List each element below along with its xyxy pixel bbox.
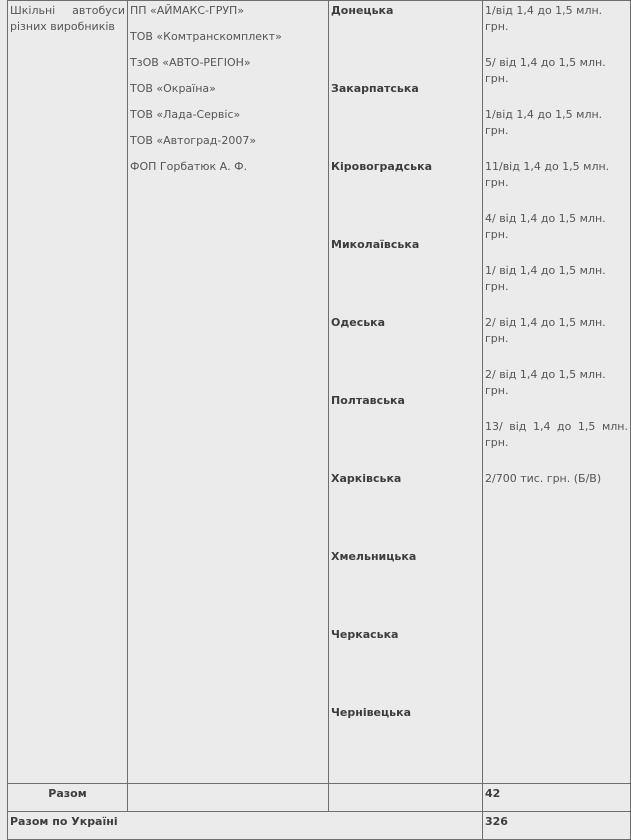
sum-label: Разом <box>8 784 128 812</box>
region-name: Харківська <box>331 472 402 485</box>
region-name: Одеська <box>331 316 386 329</box>
price-entry: 4/ від 1,4 до 1,5 млн. грн. <box>485 212 606 241</box>
price-entry: 1/від 1,4 до 1,5 млн. грн. <box>485 4 603 33</box>
supplier-name: ТОВ «Окраїна» <box>130 82 216 95</box>
empty-cell <box>128 784 329 812</box>
product-name-line: різних виробників <box>10 20 115 33</box>
sum-value: 42 <box>483 784 631 812</box>
price-entry: 13/ від 1,4 до 1,5 млн. грн. <box>485 420 628 449</box>
suppliers-cell <box>128 1 329 784</box>
price-entry: 2/ від 1,4 до 1,5 млн. грн. <box>485 316 606 345</box>
procurement-table <box>7 0 631 840</box>
total-value: 326 <box>483 812 631 840</box>
empty-cell <box>329 784 483 812</box>
price-entry: 2/700 тис. грн. (Б/В) <box>485 472 602 485</box>
region-name: Донецька <box>331 4 394 17</box>
total-label: Разом по Україні <box>8 812 483 840</box>
region-name: Закарпатська <box>331 82 419 95</box>
regions-cell <box>329 1 483 784</box>
region-name: Чернівецька <box>331 706 412 719</box>
supplier-name: ТОВ «Лада-Сервіс» <box>130 108 241 121</box>
product-name-line: Шкільні автобуси <box>10 4 125 17</box>
price-entry: 11/від 1,4 до 1,5 млн. грн. <box>485 160 610 189</box>
region-name: Хмельницька <box>331 550 417 563</box>
table-row <box>8 784 631 812</box>
supplier-name: ФОП Горбатюк А. Ф. <box>130 160 248 173</box>
region-name: Полтавська <box>331 394 405 407</box>
region-name: Черкаська <box>331 628 399 641</box>
region-name: Кіровоградська <box>331 160 433 173</box>
supplier-name: ТОВ «Комтранскомплект» <box>130 30 282 43</box>
price-entry: 5/ від 1,4 до 1,5 млн. грн. <box>485 56 606 85</box>
supplier-name: ТОВ «Автоград-2007» <box>130 134 257 147</box>
price-entry: 1/ від 1,4 до 1,5 млн. грн. <box>485 264 606 293</box>
product-cell <box>8 1 128 784</box>
table-row <box>8 1 631 784</box>
price-entry: 2/ від 1,4 до 1,5 млн. грн. <box>485 368 606 397</box>
price-entry: 1/від 1,4 до 1,5 млн. грн. <box>485 108 603 137</box>
table-row <box>8 812 631 840</box>
prices-cell <box>483 1 631 784</box>
supplier-name: ТзОВ «АВТО-РЕГІОН» <box>130 56 251 69</box>
region-name: Миколаївська <box>331 238 420 251</box>
supplier-name: ПП «АЙМАКС-ГРУП» <box>130 4 245 17</box>
